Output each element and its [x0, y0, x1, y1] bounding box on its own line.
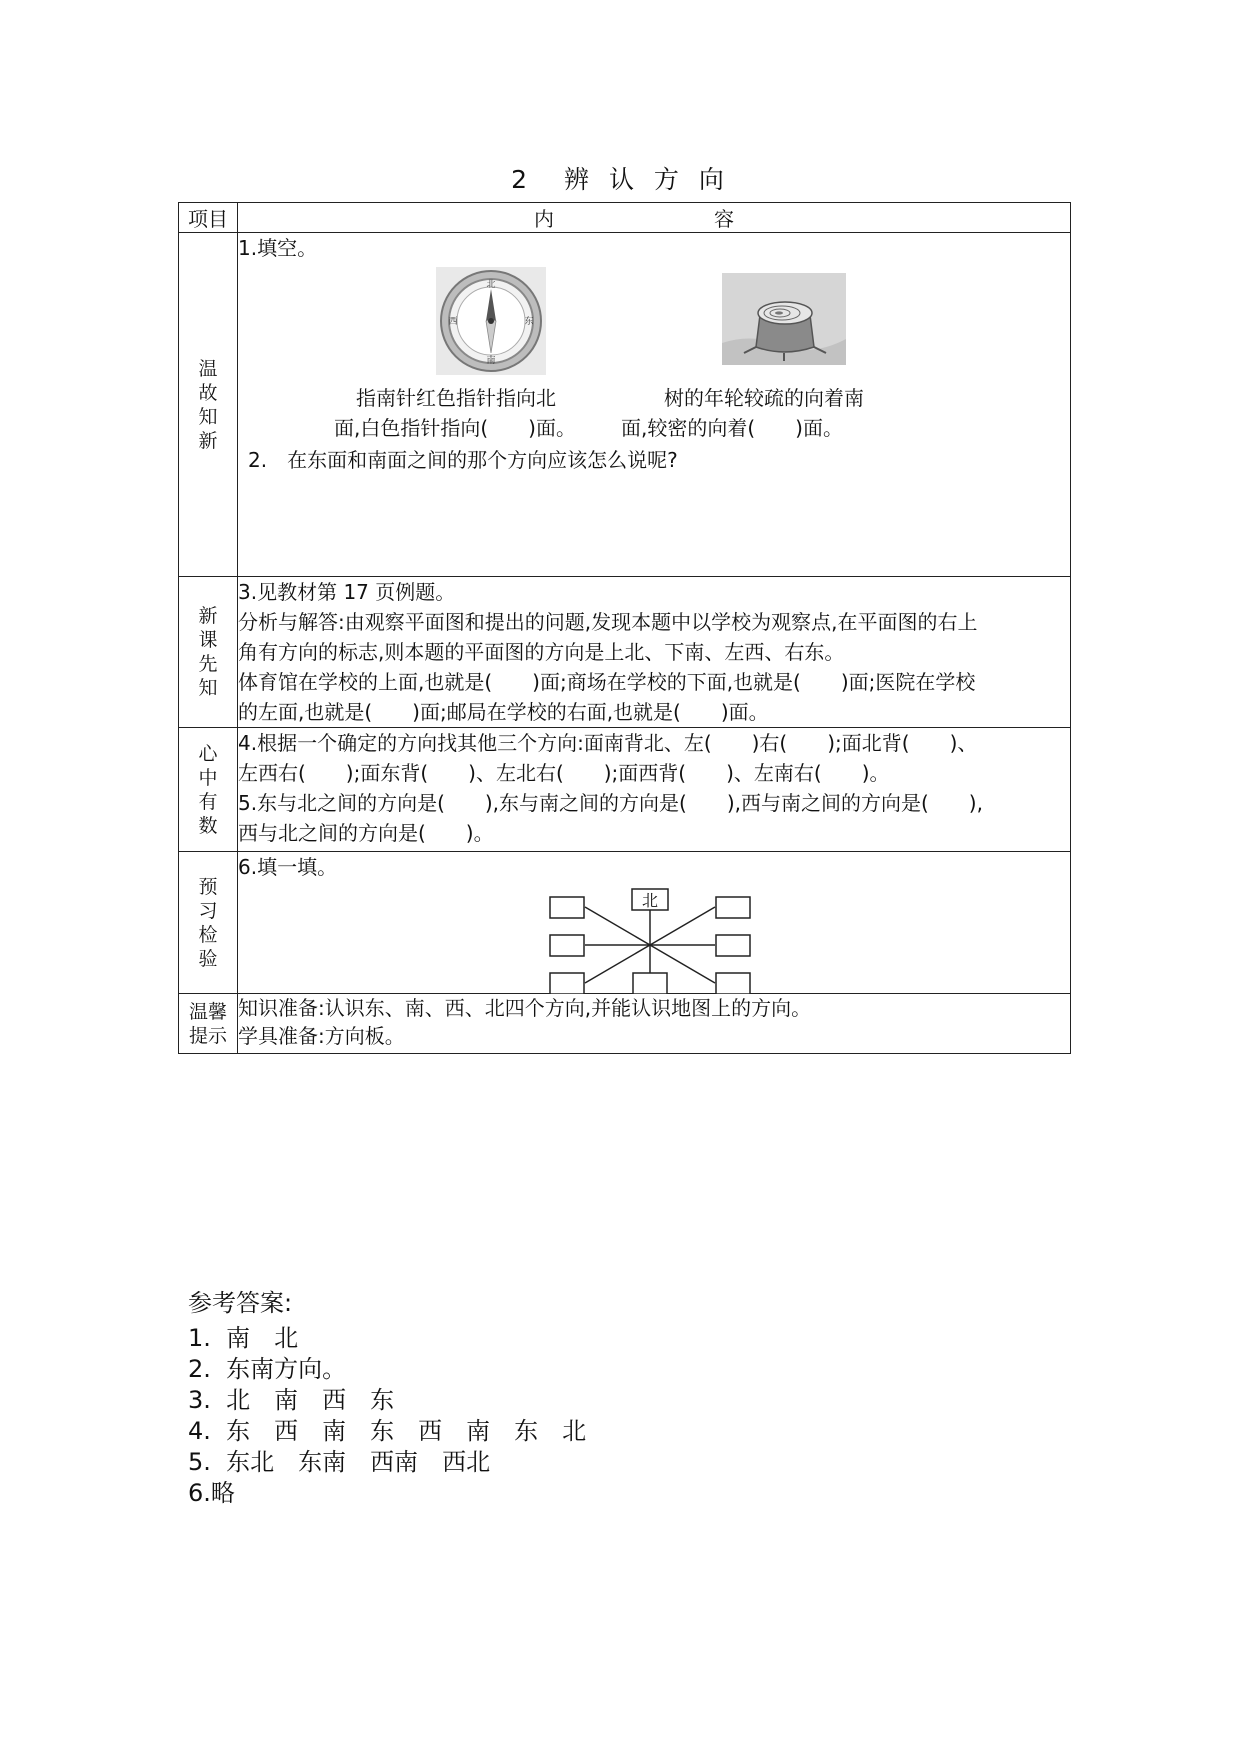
section-label-mind: 心中有数: [179, 728, 238, 852]
direction-diagram: [548, 886, 754, 994]
section-tips: [179, 994, 1071, 1054]
section-label-preview: 新课先知: [179, 577, 238, 728]
text-line: 角有方向的标志,则本题的平面图的方向是上北、下南、左西、右东。: [238, 640, 845, 664]
north-label: 北: [641, 891, 659, 910]
section-label-review: 温故知新: [179, 233, 238, 577]
answer-item: 6.略: [188, 1479, 235, 1507]
answer-key: [188, 1288, 586, 1509]
answer-heading: 参考答案:: [188, 1289, 293, 1317]
text-line: 知识准备:认识东、南、西、北四个方向,并能认识地图上的方向。: [238, 996, 812, 1020]
answer-item: 2. 东南方向。: [188, 1355, 347, 1383]
text-line: 左西右( );面东背( )、左北右( );面西背( )、左南右( )。: [238, 761, 890, 785]
section-content-tips: [238, 994, 1071, 1054]
question-6: 6.填一填。: [238, 855, 338, 879]
text-line: 4.根据一个确定的方向找其他三个方向:面南背北、左( )右( );面北背( )、: [238, 731, 978, 755]
answer-item: 1. 南 北: [188, 1324, 299, 1352]
answer-item: 3. 北 南 西 东: [188, 1386, 395, 1414]
section-preview: [179, 577, 1071, 728]
text-line: 学具准备:方向板。: [238, 1024, 405, 1048]
caption-stump-line2: 面,较密的向着( )面。: [621, 416, 843, 440]
caption-compass-line1: 指南针红色指针指向北: [356, 386, 556, 410]
question-1: 1.填空。: [238, 236, 318, 260]
tree-stump-image: [722, 273, 846, 365]
images-row: [238, 263, 1070, 371]
caption-stump-line1: 树的年轮较疏的向着南: [664, 386, 864, 410]
section-check: [179, 852, 1071, 994]
header-content: 内 容: [238, 203, 1071, 233]
text-line: 5.东与北之间的方向是( ),东与南之间的方向是( ),西与南之间的方向是( ),: [238, 791, 983, 815]
section-review: [179, 233, 1071, 577]
section-content-mind: [238, 728, 1071, 852]
compass-north-mark: 北: [486, 280, 496, 290]
answer-item: 4. 东 西 南 东 西 南 东 北: [188, 1417, 587, 1445]
compass-west-mark: 西: [448, 317, 458, 327]
compass-south-mark: 南: [486, 356, 496, 366]
section-content-preview: [238, 577, 1071, 728]
question-2: 2. 在东面和南面之间的那个方向应该怎么说呢?: [248, 448, 678, 472]
compass-east-mark: 东: [524, 317, 534, 327]
section-mind: [179, 728, 1071, 852]
table-header-row: [179, 203, 1071, 233]
text-line: 3.见教材第 17 页例题。: [238, 580, 456, 604]
text-line: 分析与解答:由观察平面图和提出的问题,发现本题中以学校为观察点,在平面图的右上: [238, 610, 978, 634]
text-line: 体育馆在学校的上面,也就是( )面;商场在学校的下面,也就是( )面;医院在学校: [238, 670, 976, 694]
page-title: 2 辨 认 方 向: [511, 165, 730, 194]
compass-image: [436, 267, 546, 375]
answer-item: 5. 东北 东南 西南 西北: [188, 1448, 491, 1476]
section-content-check: [238, 852, 1071, 994]
section-label-check: 预习检验: [179, 852, 238, 994]
section-content-review: [238, 233, 1071, 577]
worksheet-table: [178, 202, 1071, 1054]
section-label-tips: 温馨提示: [179, 994, 238, 1054]
text-line: 的左面,也就是( )面;邮局在学校的右面,也就是( )面。: [238, 700, 769, 724]
text-line: 西与北之间的方向是( )。: [238, 821, 494, 845]
caption-compass-line2: 面,白色指针指向( )面。: [334, 416, 576, 440]
header-project: 项目: [179, 203, 238, 233]
